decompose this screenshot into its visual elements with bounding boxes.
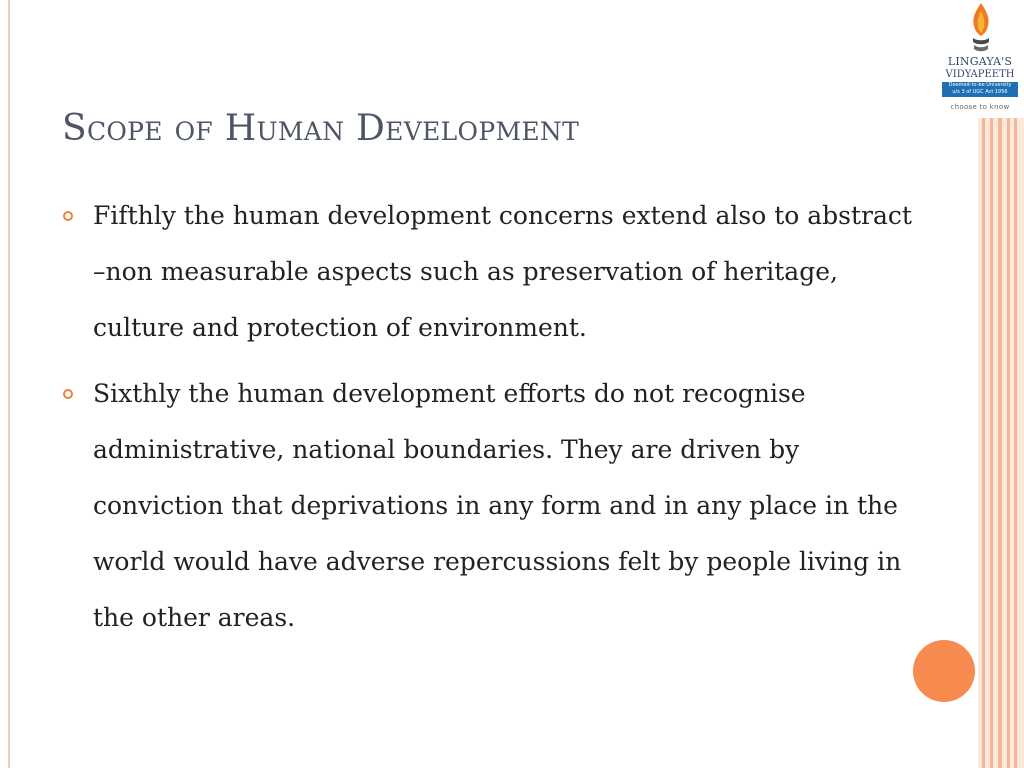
left-decorative-stripe: [8, 0, 10, 768]
logo-name-line1: LINGAYA'S: [947, 55, 1013, 68]
right-decorative-stripe: [990, 118, 993, 768]
flame-logo-icon: [966, 2, 996, 54]
hollow-circle-bullet-icon: [63, 389, 73, 399]
university-logo: [936, 0, 1024, 118]
bullet-text: Fifthly the human development concerns extend also to abstract –non measurable aspects such as preservation of heritage, culture and protection of environment.: [93, 201, 912, 342]
right-decorative-stripe: [982, 118, 985, 768]
bullet-item: [62, 366, 912, 646]
bullet-list: [62, 188, 912, 656]
right-decorative-stripe: [1007, 118, 1010, 768]
right-decorative-stripe: [998, 118, 1002, 768]
logo-name-line2: VIDYAPEETH: [945, 69, 1015, 80]
decorative-orange-circle: [913, 640, 975, 702]
bullet-text: Sixthly the human development efforts do not recognise administrative, national boundaries. They are driven by conviction that deprivations in any form and in any place in the world would have adverse repercussions felt by people living in the other areas.: [93, 379, 902, 632]
slide-title: Scope of Human Development: [62, 108, 580, 149]
logo-tagline: choose to know: [950, 103, 1010, 111]
logo-badge: [942, 82, 1018, 97]
bullet-item: [62, 188, 912, 356]
right-decorative-stripe: [1014, 118, 1017, 768]
logo-badge-line2: u/s 3 of UGC Act 1956: [952, 89, 1008, 95]
hollow-circle-bullet-icon: [63, 211, 73, 221]
logo-badge-line1: Deemed-to-be University: [948, 82, 1012, 88]
